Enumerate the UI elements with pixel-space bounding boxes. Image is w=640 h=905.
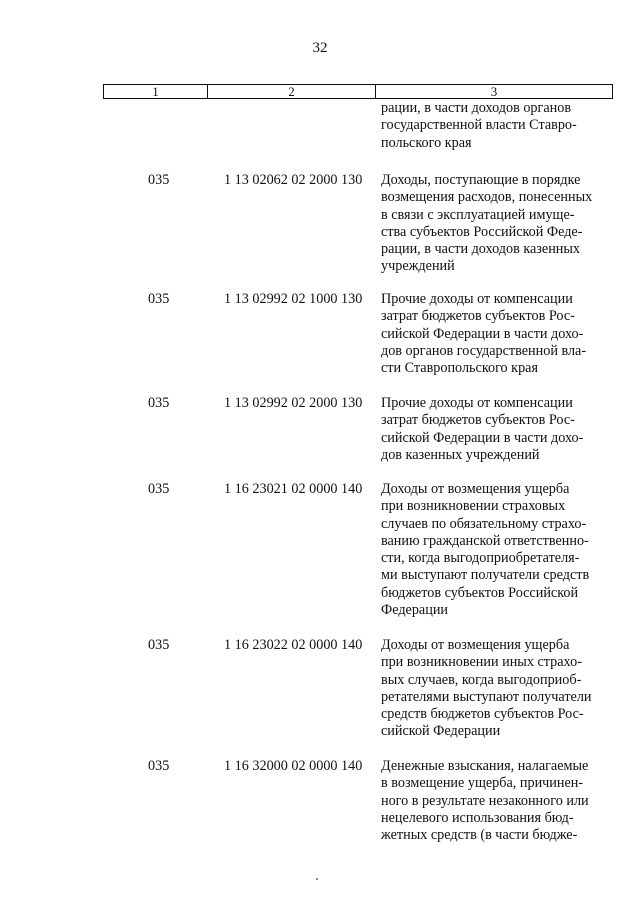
admin-code: 035 (148, 481, 170, 497)
desc-line: средств бюджетов субъектов Рос- (381, 706, 584, 723)
description (381, 291, 613, 377)
desc-line: учреждений (381, 258, 455, 275)
admin-code: 035 (148, 291, 170, 307)
desc-line: возмещения расходов, понесенных (381, 189, 593, 206)
desc-line: дов органов государственной вла- (381, 342, 587, 359)
desc-line: ного в результате незаконного или (381, 792, 589, 809)
desc-line: сийской Федерации (381, 723, 501, 740)
admin-code: 035 (148, 637, 170, 653)
admin-code: 035 (148, 395, 170, 411)
desc-line: сийской Федерации в части дохо- (381, 429, 584, 446)
table-header (103, 84, 613, 99)
desc-line: затрат бюджетов субъектов Рос- (381, 308, 575, 325)
desc-line: рации, в части доходов казенных (381, 241, 581, 258)
desc-line: польского края (381, 134, 472, 151)
desc-line: Федерации (381, 602, 449, 619)
desc-line: рации, в части доходов органов (381, 100, 572, 116)
desc-line: Доходы, поступающие в порядке (381, 172, 581, 188)
admin-code: 035 (148, 758, 170, 774)
desc-line: Прочие доходы от компенсации (381, 291, 573, 307)
description (381, 395, 613, 464)
budget-code: 1 13 02992 02 1000 130 (224, 291, 363, 307)
desc-line: ства субъектов Российской Феде- (381, 223, 583, 240)
budget-code: 1 16 23021 02 0000 140 (224, 481, 363, 497)
description (381, 481, 613, 619)
page-number: 32 (312, 40, 328, 56)
budget-code: 1 16 23022 02 0000 140 (224, 637, 363, 653)
desc-line: дов казенных учреждений (381, 446, 540, 463)
scan-speck (316, 878, 318, 880)
header-col-1: 1 (104, 85, 208, 98)
budget-code: 1 16 32000 02 0000 140 (224, 758, 363, 774)
header-col-2: 2 (208, 85, 376, 98)
description (381, 637, 613, 741)
desc-line: в связи с эксплуатацией имуще- (381, 206, 575, 223)
desc-line: в возмещение ущерба, причинен- (381, 775, 584, 792)
desc-line: сийской Федерации в части дохо- (381, 325, 584, 342)
desc-line: ванию гражданской ответственно- (381, 532, 589, 549)
description (381, 758, 613, 844)
description (381, 172, 613, 276)
desc-line: сти Ставропольского края (381, 360, 538, 377)
header-col-3: 3 (490, 84, 498, 99)
desc-line: жетных средств (в части бюдже- (381, 827, 578, 844)
desc-line: Прочие доходы от компенсации (381, 395, 573, 411)
desc-line: Доходы от возмещения ущерба (381, 637, 570, 653)
continuation-text (381, 100, 613, 152)
budget-code: 1 13 02062 02 2000 130 (224, 172, 363, 188)
desc-line: нецелевого использования бюд- (381, 809, 574, 826)
desc-line: Доходы от возмещения ущерба (381, 481, 570, 497)
desc-line: затрат бюджетов субъектов Рос- (381, 412, 575, 429)
desc-line: государственной власти Ставро- (381, 117, 577, 134)
desc-line: бюджетов субъектов Российской (381, 584, 579, 601)
admin-code: 035 (148, 172, 170, 188)
desc-line: случаев по обязательному страхо- (381, 515, 587, 532)
desc-line: ми выступают получатели средств (381, 567, 590, 584)
desc-line: ретателями выступают получатели (381, 688, 592, 705)
budget-code: 1 13 02992 02 2000 130 (224, 395, 363, 411)
desc-line: Денежные взыскания, налагаемые (381, 758, 589, 774)
desc-line: при возникновении страховых (381, 498, 566, 515)
desc-line: сти, когда выгодоприобретателя- (381, 550, 580, 567)
desc-line: при возникновении иных страхо- (381, 654, 582, 671)
desc-line: вых случаев, когда выгодоприоб- (381, 671, 582, 688)
